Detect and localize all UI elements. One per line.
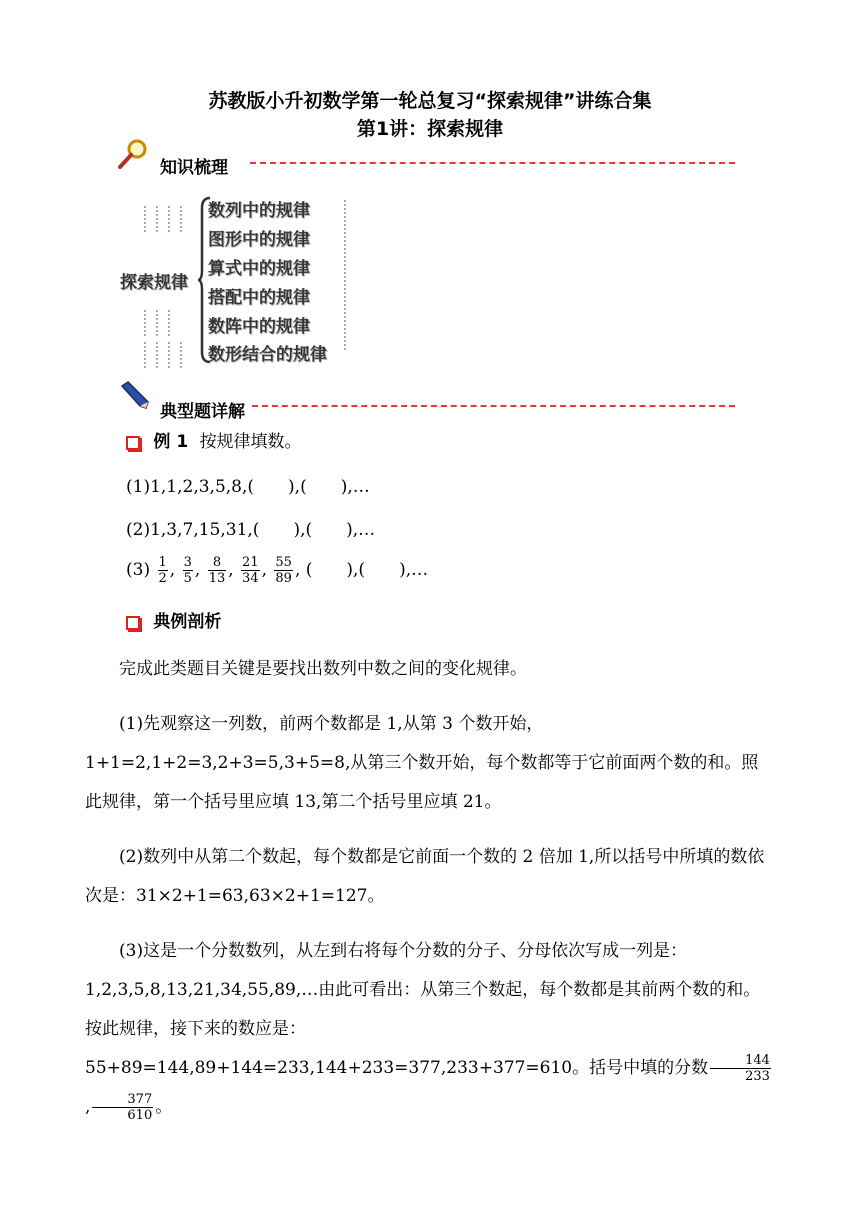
analysis-paragraph-1: (1)先观察这一列数，前两个数都是 1,从第 3 个数开始，1+1=2,1+2=3,2+3=5,3+5=8,从第三个数开始，每个数都等于它前面两个数的和。照此规律，第一个括号里应填 13,第二个括号里应填 21。: [85, 714, 759, 812]
magnifier-icon: [116, 138, 150, 170]
example-prompt: 按规律填数。: [199, 432, 302, 452]
brace-icon: [198, 196, 212, 364]
fraction: $\frac{3}{5}$: [183, 555, 192, 586]
section-divider: [250, 162, 735, 164]
question-1: (1)1,1,2,3,5,8,( ),( ),…: [126, 477, 370, 497]
lecture-subtitle: 第1讲：探索规律: [356, 118, 504, 140]
analysis-heading: [126, 610, 221, 634]
question-2: (2)1,3,7,15,31,( ),( ),…: [126, 520, 376, 540]
question-3-prefix: (3): [126, 560, 151, 580]
document-title: 苏教版小升初数学第一轮总复习“探索规律”讲练合集: [208, 90, 652, 112]
tree-item: 搭配中的规律: [208, 288, 310, 308]
question-3: (3) $\frac{1}{2}$ , $\frac{3}{5}$ , $\frac{8}{13}$ , $\frac{21}{34}$ , $\frac{55}{89}$ , ( ),( ),…: [126, 555, 429, 586]
square-bullet-icon: [126, 616, 140, 630]
pencil-icon: [118, 380, 152, 410]
tree-item: 数阵中的规律: [208, 317, 310, 337]
section-divider: [252, 405, 735, 407]
tree-item: 数形结合的规律: [208, 345, 327, 365]
fraction: $\frac{21}{34}$: [242, 555, 259, 586]
section-knowledge-label: 知识梳理: [160, 158, 228, 178]
example-label: 例 1: [153, 432, 189, 452]
square-bullet-icon: [126, 436, 140, 450]
fraction: $\frac{144}{233}$: [710, 1053, 771, 1084]
knowledge-tree: [116, 192, 356, 370]
analysis-paragraph-2: (2)数列中从第二个数起，每个数都是它前面一个数的 2 倍加 1,所以括号中所填的数依次是：31×2+1=63,63×2+1=127。: [85, 847, 765, 906]
tree-item: 图形中的规律: [208, 230, 310, 250]
tree-item: 算式中的规律: [208, 259, 310, 279]
tree-item: 数列中的规律: [208, 201, 310, 221]
analysis-body: [85, 650, 775, 1143]
question-3-suffix: ( ),( ),…: [305, 560, 429, 580]
analysis-intro: 完成此类题目关键是要找出数列中数之间的变化规律。: [119, 659, 527, 679]
tree-root: 探索规律: [120, 273, 188, 293]
section-examples-label: 典型题详解: [160, 402, 245, 422]
example-heading: [126, 430, 302, 454]
fraction: $\frac{1}{2}$: [158, 555, 167, 586]
fraction: $\frac{8}{13}$: [208, 555, 226, 586]
analysis-paragraph-3: (3)这是一个分数数列，从左到右将每个分数的分子、分母依次写成一列是：1,2,3,5,8,13,21,34,55,89,…由此可看出：从第三个数起，每个数都是其前两个数的和。按此规律，接下来的数应是：55+89=144,89+144=233,144+233=377,233+377=610。括号中填的分数 $\frac{144}{233}$ , $\frac{377}{610}$ 。: [85, 941, 770, 1123]
analysis-label: 典例剖析: [153, 612, 222, 632]
fraction: $\frac{377}{610}$: [92, 1092, 153, 1123]
fraction: $\frac{55}{89}$: [275, 555, 292, 586]
